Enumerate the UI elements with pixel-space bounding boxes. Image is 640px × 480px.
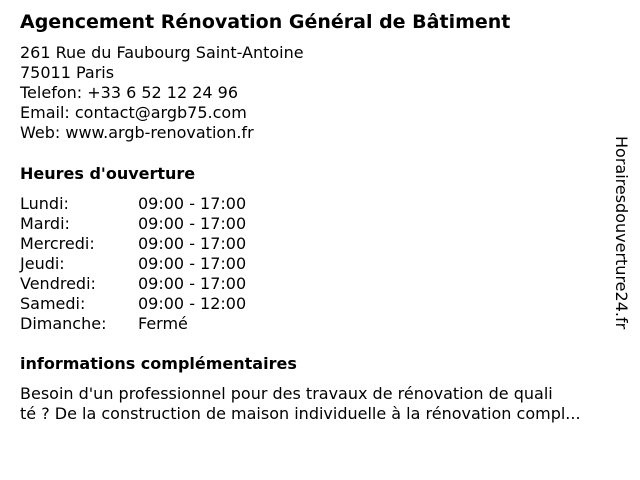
info-line-1: Besoin d'un professionnel pour des travaux de rénovation de quali <box>20 384 553 403</box>
address-city: 75011 Paris <box>20 63 115 82</box>
hours-heading: Heures d'ouverture <box>20 164 196 183</box>
day-label: Samedi: <box>20 294 86 313</box>
phone-number: Telefon: +33 6 52 12 24 96 <box>20 83 239 102</box>
business-name: Agencement Rénovation Général de Bâtiment <box>20 11 511 33</box>
info-description <box>20 384 630 424</box>
email-address: Email: contact@argb75.com <box>20 103 247 122</box>
time-value: 09:00 - 17:00 <box>138 194 247 213</box>
time-value: 09:00 - 12:00 <box>138 294 247 313</box>
day-label: Lundi: <box>20 194 69 213</box>
info-heading: informations complémentaires <box>20 354 297 373</box>
time-value: 09:00 - 17:00 <box>138 274 247 293</box>
address-street: 261 Rue du Faubourg Saint-Antoine <box>20 43 304 62</box>
time-value: 09:00 - 17:00 <box>138 234 247 253</box>
website: Web: www.argb-renovation.fr <box>20 123 254 142</box>
site-watermark: Horairesdouverture24.fr <box>612 136 631 330</box>
day-label: Dimanche: <box>20 314 107 333</box>
time-value: 09:00 - 17:00 <box>138 214 247 233</box>
day-label: Mardi: <box>20 214 70 233</box>
day-label: Mercredi: <box>20 234 95 253</box>
contact-block <box>20 43 304 143</box>
time-value: 09:00 - 17:00 <box>138 254 247 273</box>
day-label: Vendredi: <box>20 274 96 293</box>
day-label: Jeudi: <box>20 254 65 273</box>
time-value: Fermé <box>138 314 188 333</box>
info-line-2: té ? De la construction de maison individuelle à la rénovation compl... <box>20 404 581 423</box>
